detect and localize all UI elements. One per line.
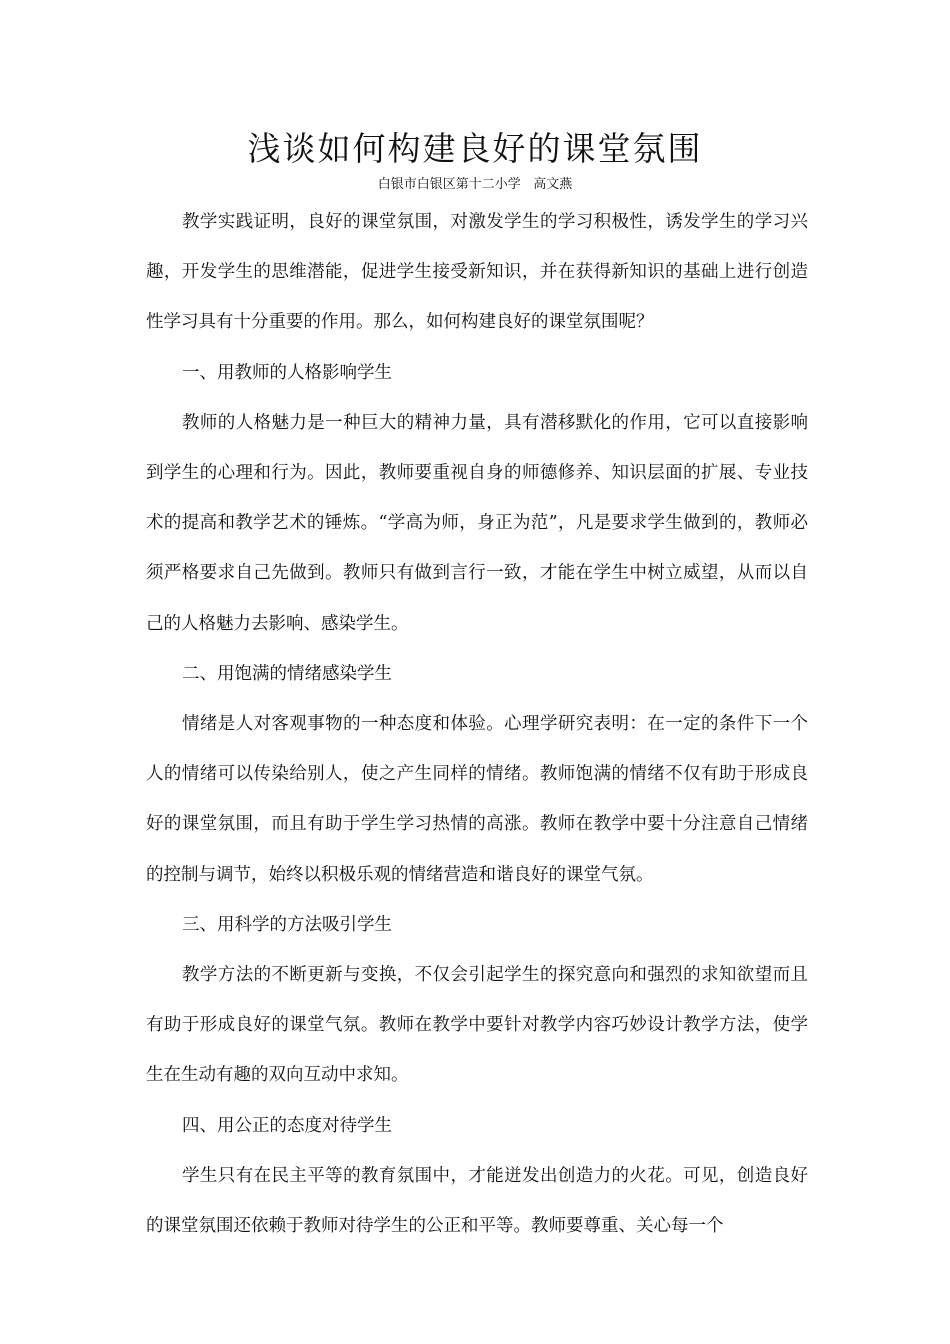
paragraph-section-4: 学生只有在民主平等的教育氛围中，才能迸发出创造力的火花。可见，创造良好的课堂氛围还依赖于教师对待学生的公正和平等。教师要尊重、关心每一个	[146, 1165, 808, 1237]
section-heading-1: 一、用教师的人格影响学生	[182, 362, 392, 383]
paragraph-section-3: 教学方法的不断更新与变换，不仅会引起学生的探究意向和强烈的求知欲望而且有助于形成良好的课堂气氛。教师在教学中要针对教学内容巧妙设计教学方法，使学生在生动有趣的双向互动中求知。	[146, 965, 808, 1086]
paragraph-section-2: 情绪是人对客观事物的一种态度和体验。心理学研究表明：在一定的条件下一个人的情绪可以传染给别人，使之产生同样的情绪。教师饱满的情绪不仅有助于形成良好的课堂氛围，而且有助于学生学习热情的高涨。教师在教学中要十分注意自己情绪的控制与调节，始终以积极乐观的情绪营造和谐良好的课堂气氛。	[146, 714, 808, 885]
section-heading-2: 二、用饱满的情绪感染学生	[182, 663, 392, 684]
document-title: 浅谈如何构建良好的课堂氛围	[247, 129, 703, 168]
paragraph-intro: 教学实践证明，良好的课堂氛围，对激发学生的学习积极性，诱发学生的学习兴趣，开发学生的思维潜能，促进学生接受新知识，并在获得新知识的基础上进行创造性学习具有十分重要的作用。那么，如何构建良好的课堂氛围呢？	[146, 212, 808, 333]
section-heading-4: 四、用公正的态度对待学生	[182, 1115, 392, 1136]
document-body	[146, 197, 808, 1251]
author-line: 白银市白银区第十二小学 高文燕	[377, 177, 573, 192]
paragraph-section-1: 教师的人格魅力是一种巨大的精神力量，具有潜移默化的作用，它可以直接影响到学生的心理和行为。因此，教师要重视自身的师德修养、知识层面的扩展、专业技术的提高和教学艺术的锤炼。“学高为师，身正为范”，凡是要求学生做到的，教师必须严格要求自己先做到。教师只有做到言行一致，才能在学生中树立威望，从而以自己的人格魅力去影响、感染学生。	[146, 412, 808, 634]
section-heading-3: 三、用科学的方法吸引学生	[182, 914, 392, 935]
